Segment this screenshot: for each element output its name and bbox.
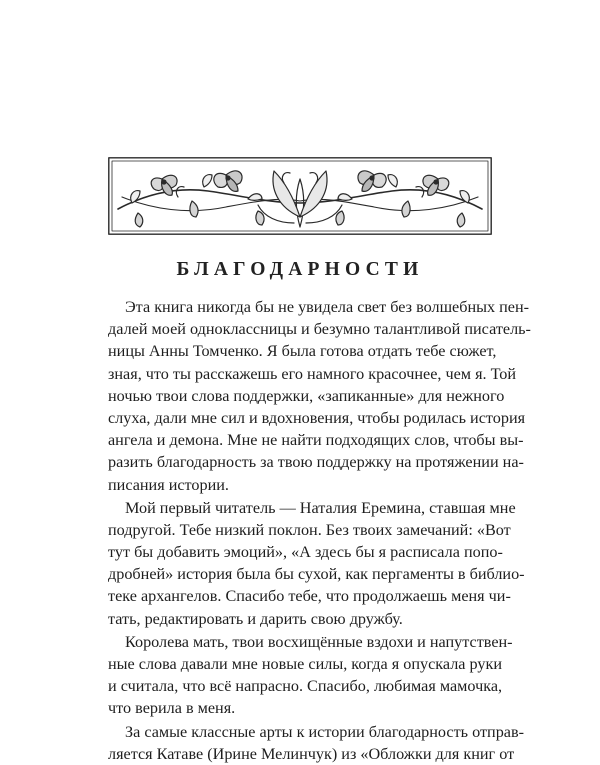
text-line: ночью твои слова поддержки, «запиканные» для нежного xyxy=(108,386,505,405)
text-line: Мой первый читатель — Наталия Еремина, ставшая мне xyxy=(125,498,516,517)
text-line: теке архангелов. Спасибо тебе, что продолжаешь меня чи- xyxy=(108,587,511,606)
text-line: тут бы добавить эмоций», «А здесь бы я расписала попо- xyxy=(108,543,503,562)
text-line: подругой. Тебе низкий поклон. Без твоих замечаний: «Вот xyxy=(108,520,511,539)
paragraph-3 xyxy=(108,631,513,720)
text-line: дробней» история была бы сухой, как пергаменты в библио- xyxy=(108,565,525,584)
text-line: тать, редактировать и дарить свою дружбу. xyxy=(108,609,403,628)
text-line: и считала, что всё напрасно. Спасибо, любимая мамочка, xyxy=(108,677,503,696)
text-line: слуха, дали мне сил и вдохновения, чтобы родилась история xyxy=(108,408,526,427)
page-title: БЛАГОДАРНОСТИ xyxy=(176,259,424,280)
text-line: Эта книга никогда бы не увидела свет без волшебных пен- xyxy=(125,298,530,316)
text-line: ляется Катаве (Ирине Мелинчук) из «Обложки для книг от xyxy=(108,744,515,763)
floral-ornament xyxy=(108,157,492,235)
text-line: Королева мать, твои восхищённые вздохи и напутствен- xyxy=(125,632,513,651)
text-line: писания истории. xyxy=(108,475,229,494)
paragraph-2 xyxy=(108,497,525,630)
text-line: ницы Анны Томченко. Я была готова отдать тебе сюжет, xyxy=(108,342,497,361)
text-line: За самые классные арты к истории благодарность отправ- xyxy=(125,722,525,741)
text-line: разить благодарность за твою поддержку на протяжении на- xyxy=(108,453,524,472)
text-line: далей моей одноклассницы и безумно талантливой писатель- xyxy=(108,320,531,339)
text-line: что верила в меня. xyxy=(108,699,236,718)
paragraph-4 xyxy=(108,721,525,765)
text-line: ные слова давали мне новые силы, когда я опускала руки xyxy=(108,655,503,673)
text-line: ангела и демона. Мне не найти подходящих слов, чтобы вы- xyxy=(108,431,524,450)
acknowledgements-text xyxy=(108,296,531,765)
paragraph-1 xyxy=(108,296,531,496)
text-line: зная, что ты расскажешь его намного красочнее, чем я. Той xyxy=(108,364,517,383)
